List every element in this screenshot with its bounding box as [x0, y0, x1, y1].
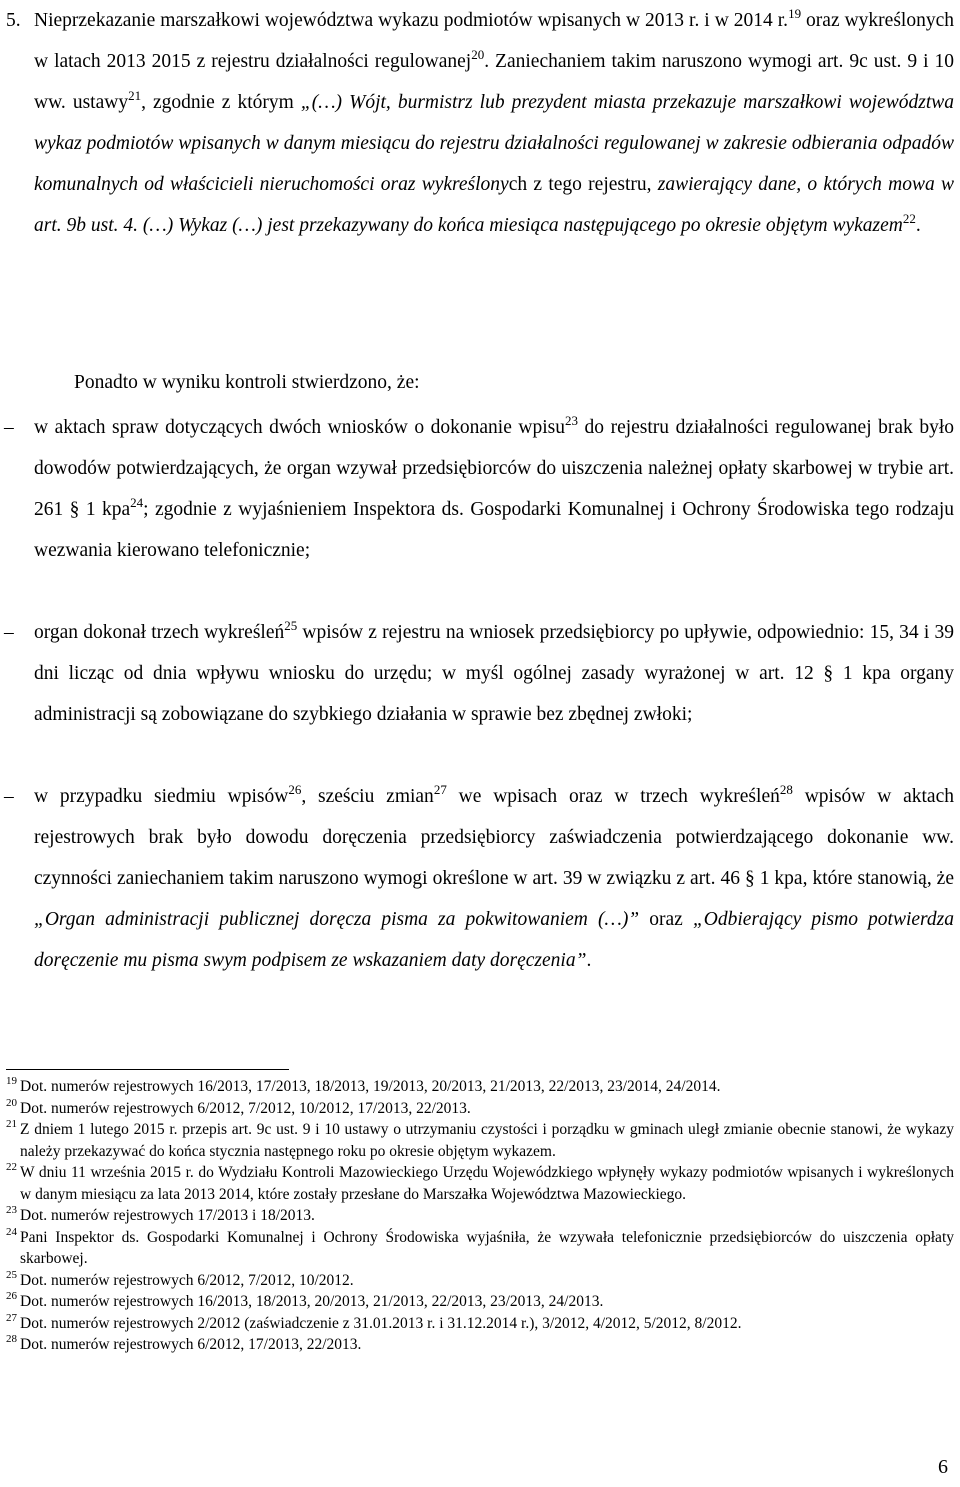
- footnote-ref-20: 20: [471, 47, 485, 62]
- footnote: [6, 1098, 954, 1120]
- footnote-ref-21: 21: [128, 88, 142, 103]
- footnote-ref-25: 25: [284, 618, 298, 633]
- finding-3-quote-1: „Organ administracji publicznej doręcza pisma za pokwitowaniem (…)”: [34, 909, 640, 930]
- footnote-number: 28: [6, 1333, 17, 1345]
- footnote: [6, 1270, 954, 1292]
- footnote: [6, 1162, 954, 1205]
- item-5-end: .: [915, 215, 921, 236]
- item-5-quote: „(…) Wójt, burmistrz lub prezydent miasta przekazuje marszałkowi województwa wykaz podmiotów wpisanych w danym miesiącu do rejestru działalności regulowanej w zakresie odbierania odpadów komunalnych od właścicieli nieruchomości oraz wykreślony: [34, 92, 954, 195]
- footnote: [6, 1119, 954, 1162]
- intro-sentence: Ponadto w wyniku kontroli stwierdzono, że:: [74, 372, 420, 393]
- footnote-ref-28: 28: [779, 782, 793, 797]
- finding-2-text-a: organ dokonał trzech wykreśleń: [34, 622, 285, 643]
- finding-item-2: [4, 612, 954, 735]
- page-number: 6: [938, 1456, 948, 1478]
- footnote-text: Dot. numerów rejestrowych 2/2012 (zaświadczenie z 31.01.2013 r. i 31.12.2014 r.), 3/2012, 4/2012, 5/2012, 8/2012.: [20, 1314, 742, 1332]
- footnote-number: 21: [6, 1118, 17, 1130]
- footnote-text: Dot. numerów rejestrowych 17/2013 i 18/2013.: [20, 1207, 315, 1224]
- footnote-text: Pani Inspektor ds. Gospodarki Komunalnej i Ochrony Środowiska wyjaśniła, że wzywała telefonicznie przedsiębiorców do uiszczenia opłaty skarbowej.: [20, 1228, 954, 1267]
- finding-3-text-e: oraz: [639, 909, 693, 930]
- item-5-quote-plain: ch z tego rejestru,: [508, 174, 658, 195]
- footnote-number: 26: [6, 1290, 17, 1302]
- footnote-ref-27: 27: [433, 782, 447, 797]
- footnote-text: Dot. numerów rejestrowych 16/2013, 18/2013, 20/2013, 21/2013, 22/2013, 23/2013, 24/2013.: [20, 1293, 604, 1310]
- item-5-text-4: , zgodnie z którym: [141, 92, 301, 113]
- footnote-number: 19: [6, 1075, 17, 1087]
- finding-3-text-f: .: [586, 950, 592, 971]
- footnote-text: Dot. numerów rejestrowych 16/2013, 17/2013, 18/2013, 19/2013, 20/2013, 21/2013, 22/2013, 23/2014, 24/2014.: [20, 1078, 721, 1095]
- footnote-ref-24: 24: [130, 495, 144, 510]
- footnote-number: 24: [6, 1225, 17, 1238]
- item-5-paragraph: [6, 0, 954, 246]
- footnote-ref-22: 22: [902, 211, 916, 226]
- finding-1-text-c: ; zgodnie z wyjaśnieniem Inspektora ds. Gospodarki Komunalnej i Ochrony Środowiska tego rodzaju wezwania kierowano telefonicznie;: [34, 499, 954, 561]
- footnote-ref-26: 26: [288, 782, 302, 797]
- item-5-text-2: oraz wykreślonych w latach 2013 2015 z rejestru działalności regulowanej: [34, 10, 954, 72]
- footnote-number: 22: [6, 1161, 17, 1173]
- item-5-quote-2: zawierający dane, o których mowa w art. 9b ust. 4. (…) Wykaz (…) jest przekazywany do końca miesiąca następującego po okresie objętym wykazem: [34, 174, 954, 236]
- finding-1-text-b: do rejestru działalności regulowanej brak było dowodów potwierdzających, że organ wzywał przedsiębiorców do uiszczenia należnej opłaty skarbowej w trybie art. 261 § 1 kpa: [34, 417, 955, 520]
- item-5-text-3: . Zaniechaniem takim naruszono wymogi art. 9c ust. 9 i 10 ww. ustawy: [34, 51, 954, 113]
- dash-bullet: –: [4, 786, 14, 807]
- footnote: [6, 1205, 954, 1227]
- footnote-number: 23: [6, 1204, 17, 1216]
- finding-1-text-a: w aktach spraw dotyczących dwóch wniosków o dokonanie wpisu: [34, 417, 565, 438]
- finding-3-text-c: we wpisach oraz w trzech wykreśleń: [446, 786, 780, 807]
- footnote: [6, 1076, 954, 1098]
- finding-3-quote-2: „Odbierający pismo potwierdza doręczenie mu pisma swym podpisem ze wskazaniem daty doręczenia”: [34, 909, 954, 971]
- footnote-ref-19: 19: [788, 6, 802, 21]
- footnote-number: 27: [6, 1311, 17, 1324]
- footnote-text: W dniu 11 września 2015 r. do Wydziału Kontroli Mazowieckiego Urzędu Wojewódzkiego wpłynęły wykazy podmiotów wpisanych i wykreślonych w danym miesiącu za lata 2013 2014, które zostały przesłane do Marszałka Województwa Mazowieckiego.: [20, 1164, 954, 1203]
- footnotes-section: [6, 1076, 954, 1356]
- footnote-number: 20: [6, 1096, 17, 1109]
- footnote-text: Dot. numerów rejestrowych 6/2012, 7/2012, 10/2012.: [20, 1271, 354, 1289]
- dash-bullet: –: [4, 622, 14, 643]
- item-5-text-1: Nieprzekazanie marszałkowi województwa wykazu podmiotów wpisanych w 2013 r. i w 2014 r.: [34, 10, 789, 31]
- footnote-text: Dot. numerów rejestrowych 6/2012, 17/2013, 22/2013.: [20, 1336, 362, 1353]
- finding-item-3: [4, 776, 954, 981]
- footnote-separator: [6, 1069, 289, 1070]
- finding-3-text-a: w przypadku siedmiu wpisów: [34, 786, 289, 807]
- footnote: [6, 1291, 954, 1313]
- footnote-text: Dot. numerów rejestrowych 6/2012, 7/2012, 10/2012, 17/2013, 22/2013.: [20, 1099, 471, 1117]
- finding-3-text-b: , sześciu zmian: [301, 786, 434, 807]
- footnote-ref-23: 23: [565, 413, 578, 428]
- finding-3-text-d: wpisów w aktach rejestrowych brak było dowodu doręczenia przedsiębiorcy zaświadczenia potwierdzającego dokonanie ww. czynności zaniechaniem takim naruszono wymogi określone w art. 39 w związku z art. 46 § 1 kpa, które stanowią, że: [34, 786, 954, 889]
- item-number: 5.: [6, 10, 21, 31]
- footnote: [6, 1334, 954, 1356]
- footnote: [6, 1313, 954, 1335]
- finding-2-text-b: wpisów z rejestru na wniosek przedsiębiorcy po upływie, odpowiednio: 15, 34 i 39 dni licząc od dnia wpływu wniosku do urzędu; w myśl ogólnej zasady wyrażonej w art. 12 § 1 kpa organy administracji są zobowiązane do szybkiego działania w sprawie bez zbędnej zwłoki;: [34, 622, 954, 725]
- dash-bullet: –: [4, 417, 14, 438]
- footnote-text: Z dniem 1 lutego 2015 r. przepis art. 9c ust. 9 i 10 ustawy o utrzymaniu czystości i porządku w gminach uległ zmianie obecnie stanowi, że wykazy należy przekazywać do końca stycznia następnego roku po okresie objętym wykazem.: [20, 1121, 954, 1160]
- footnote: [6, 1227, 954, 1270]
- finding-item-1: [4, 407, 955, 571]
- footnote-number: 25: [6, 1268, 17, 1281]
